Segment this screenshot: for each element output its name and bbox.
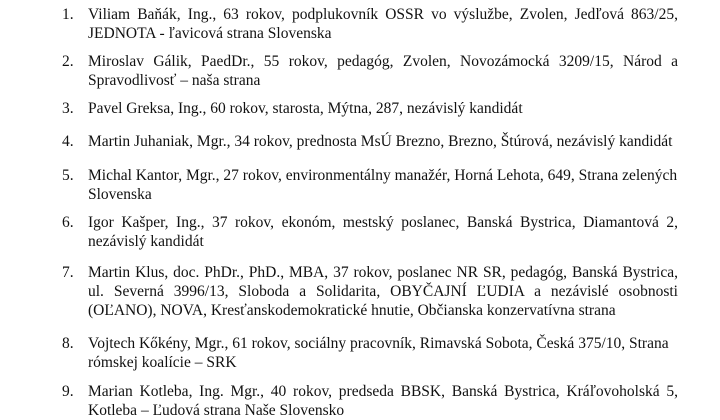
item-text-line: Martin Klus, doc. PhDr., PhD., MBA, 37 rokov, poslanec NR SR, pedagóg, Banská Bystrica, [88, 264, 678, 281]
item-number: 6. [62, 214, 74, 231]
item-text-line: (OĽANO), NOVA, Kresťanskodemokratické hnutie, Občianska konzervatívna strana [88, 302, 616, 319]
item-number: 9. [62, 383, 74, 400]
item-text-line: Michal Kantor, Mgr., 27 rokov, environmentálny manažér, Horná Lehota, 649, Strana zelených [88, 167, 678, 184]
item-text-line: Slovenska [88, 186, 152, 203]
item-number: 2. [62, 53, 74, 70]
item-number: 3. [62, 100, 74, 117]
item-text-line: Miroslav Gálik, PaedDr., 55 rokov, pedagóg, Zvolen, Novozámocká 3209/15, Národ a [88, 53, 678, 70]
item-number: 5. [62, 167, 74, 184]
item-number: 7. [62, 264, 74, 281]
item-number: 4. [62, 133, 74, 150]
item-text-line: Kotleba – Ľudová strana Naše Slovensko [88, 402, 345, 419]
item-text-line: nezávislý kandidát [88, 233, 204, 250]
item-number: 1. [62, 6, 74, 23]
item-text-line: ul. Severná 3996/13, Sloboda a Solidarita, OBYČAJNÍ ĽUDIA a nezávislé osobnosti [88, 283, 678, 300]
item-text-line: JEDNOTA - ľavicová strana Slovenska [88, 25, 332, 42]
item-text-line: Vojtech Kőkény, Mgr., 61 rokov, sociálny pracovník, Rimavská Sobota, Česká 375/10, Strana [88, 335, 669, 352]
item-text-line: Pavel Greksa, Ing., 60 rokov, starosta, Mýtna, 287, nezávislý kandidát [88, 100, 523, 117]
item-text-line: Igor Kašper, Ing., 37 rokov, ekonóm, mestský poslanec, Banská Bystrica, Diamantová 2, [88, 214, 678, 231]
item-number: 8. [62, 335, 74, 352]
item-text-line: rómskej koalície – SRK [88, 354, 237, 371]
item-text-line: Viliam Baňák, Ing., 63 rokov, podplukovník OSSR vo výslužbe, Zvolen, Jedľová 863/25, [88, 6, 678, 23]
item-text-line: Martin Juhaniak, Mgr., 34 rokov, prednosta MsÚ Brezno, Brezno, Štúrová, nezávislý kandidát [88, 133, 673, 150]
item-text-line: Marian Kotleba, Ing. Mgr., 40 rokov, predseda BBSK, Banská Bystrica, Kráľovoholská 5, [88, 383, 678, 400]
item-text-line: Spravodlivosť – naša strana [88, 72, 261, 89]
